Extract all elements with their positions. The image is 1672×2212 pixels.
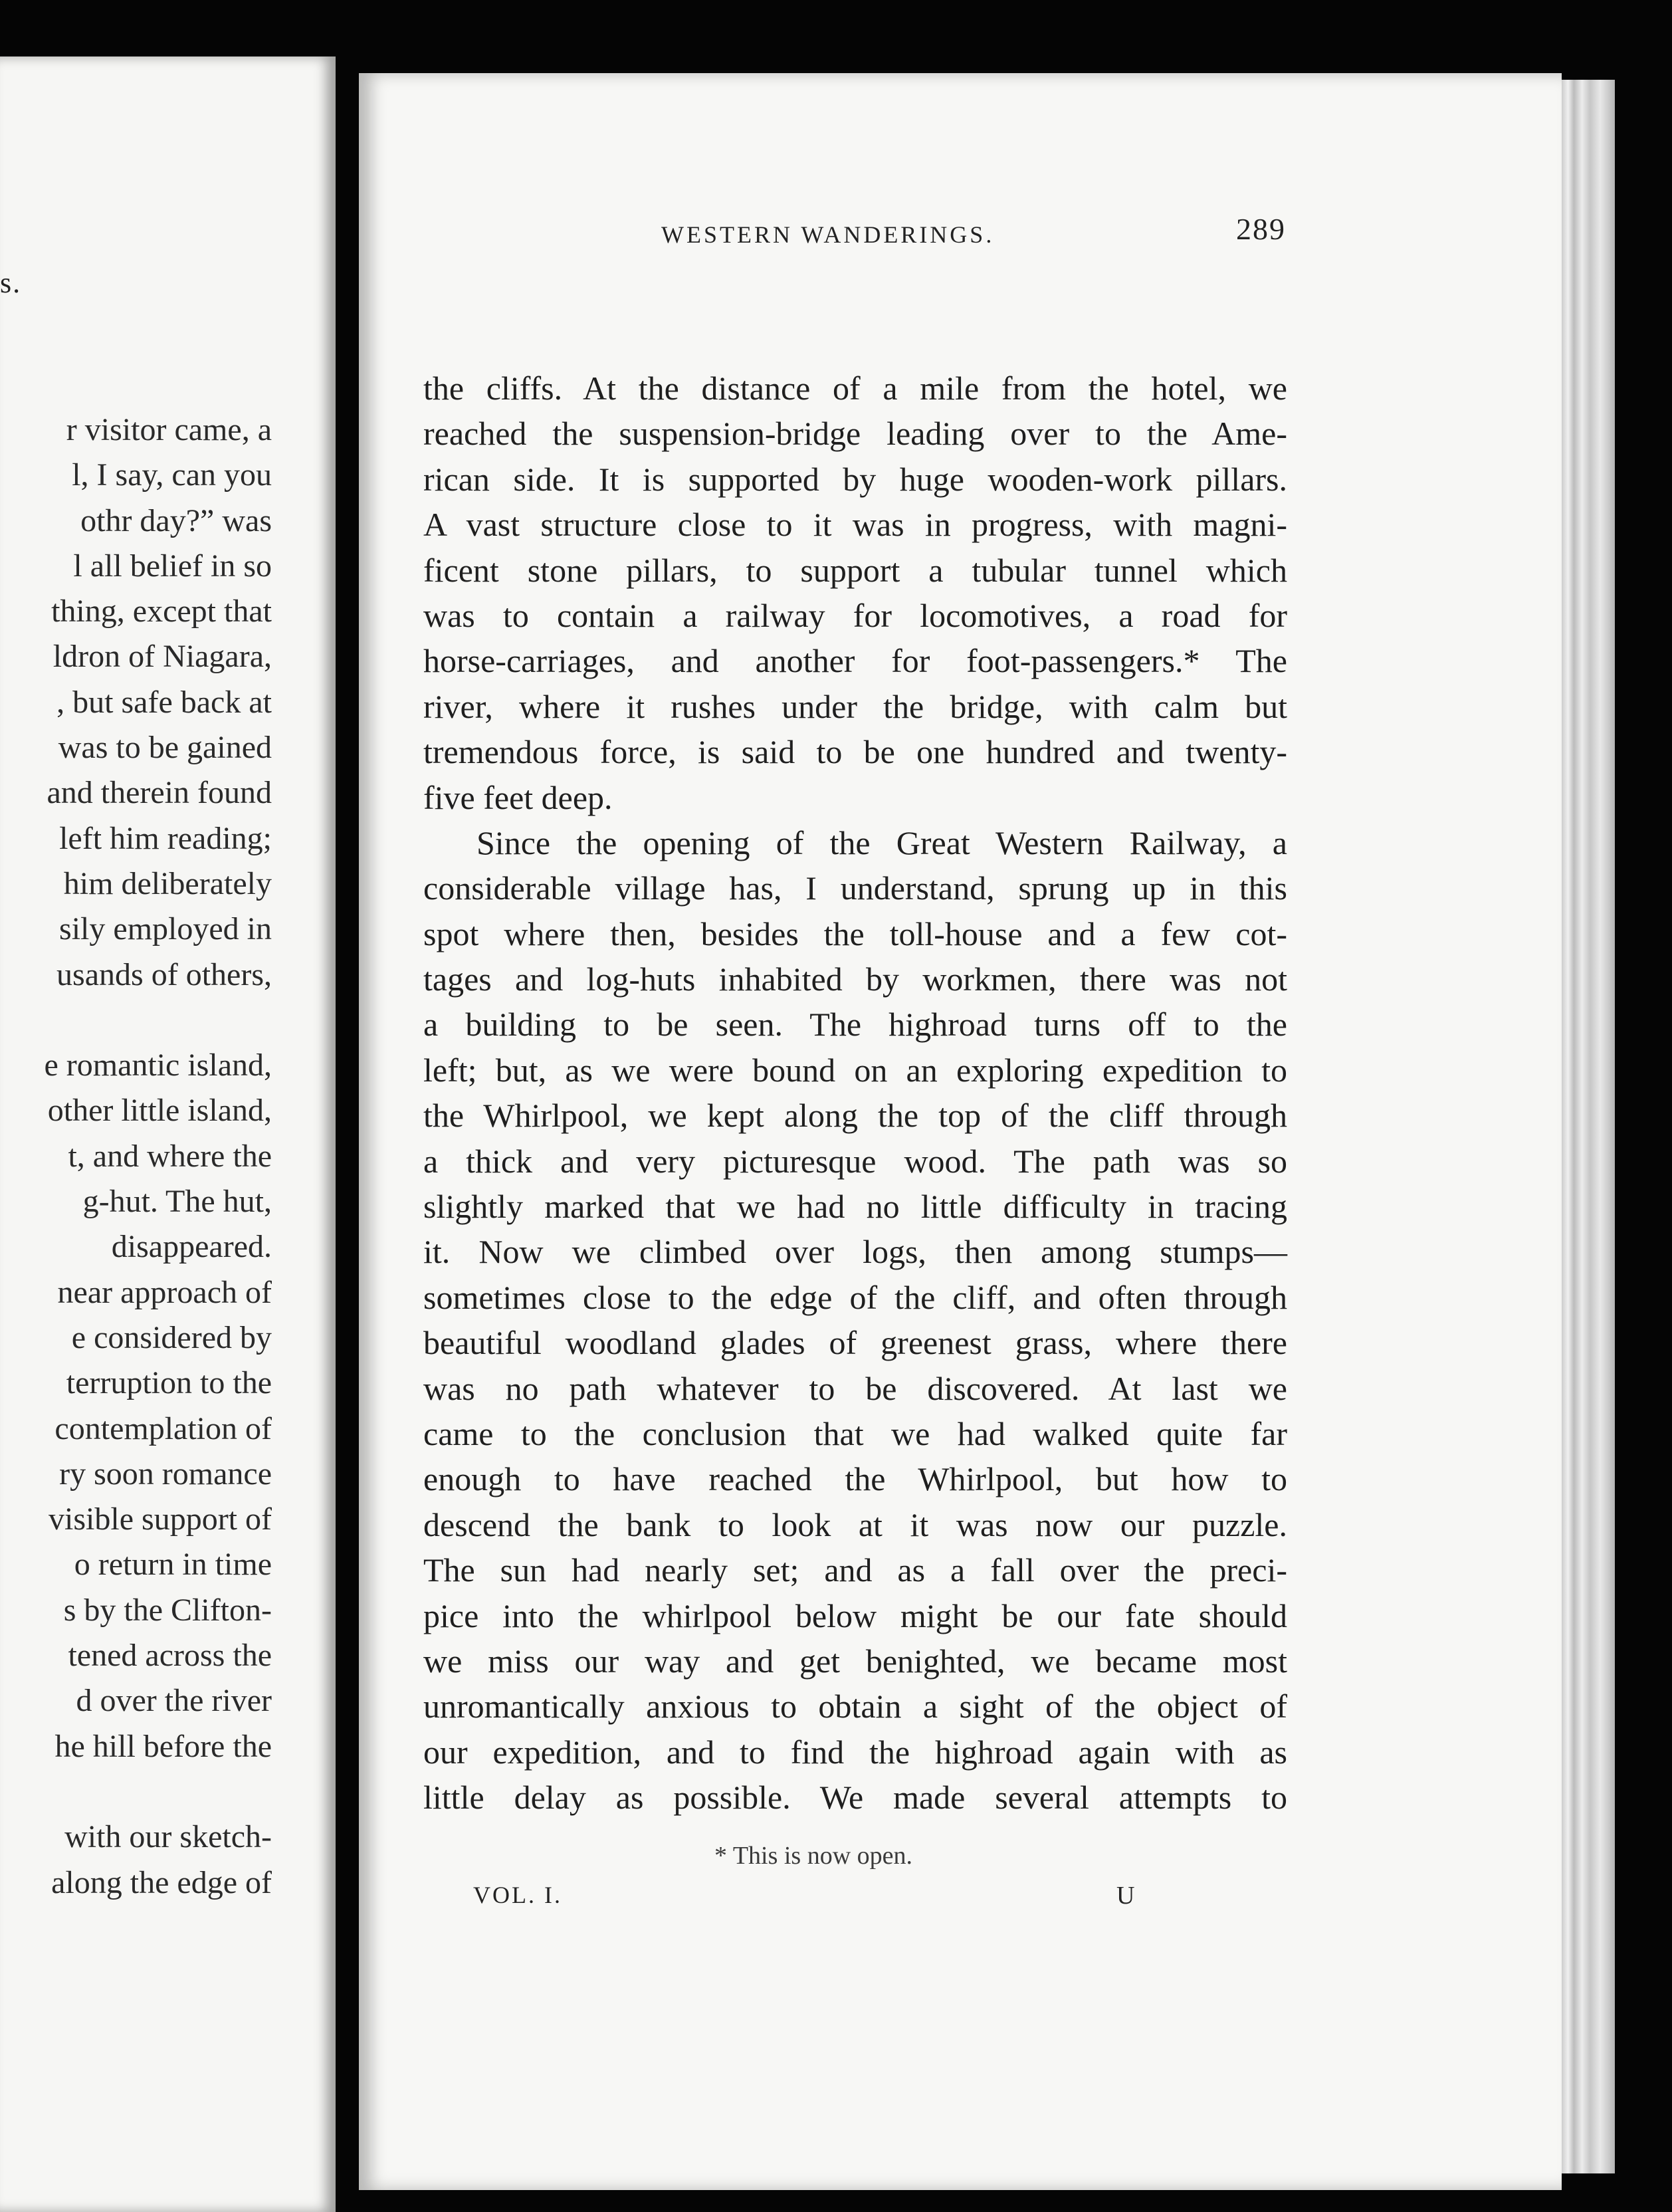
text-line: a thick and very picturesque wood. The path was so	[423, 1142, 1287, 1180]
left-page-header: s.	[0, 267, 22, 299]
signature-mark: U	[1116, 1882, 1135, 1910]
left-page-line: visible support of	[49, 1501, 272, 1537]
left-page-line: , but safe back at	[56, 684, 272, 720]
text-line: unromantically anxious to obtain a sight of the object of	[423, 1688, 1287, 1725]
text-line: the Whirlpool, we kept along the top of the cliff through	[423, 1097, 1287, 1135]
text-line: was to contain a railway for locomotives, a road for	[423, 596, 1287, 634]
text-line: The sun had nearly set; and as a fall over the preci-	[423, 1551, 1287, 1589]
left-page-line: usands of others,	[56, 956, 272, 992]
left-page-line: l all belief in so	[73, 548, 272, 584]
left-page-line: with our sketch-	[64, 1819, 272, 1855]
text-line: A vast structure close to it was in progress, with magni-	[423, 506, 1287, 544]
left-page-line: tened across the	[68, 1638, 272, 1674]
left-page-line: l, I say, can you	[72, 457, 272, 493]
text-line: sometimes close to the edge of the cliff, and often through	[423, 1278, 1287, 1316]
text-line: we miss our way and get benighted, we became most	[423, 1642, 1287, 1680]
text-line: little delay as possible. We made several attempts to	[423, 1779, 1287, 1817]
left-page-line: ldron of Niagara,	[52, 639, 272, 675]
text-line: left; but, as we were bound on an exploring expedition to	[423, 1051, 1287, 1089]
left-page-line: thing, except that	[51, 594, 272, 629]
text-line: it. Now we climbed over logs, then among stumps—	[423, 1233, 1287, 1271]
left-page-line: d over the river	[76, 1683, 272, 1719]
text-line: tages and log-huts inhabited by workmen, there was not	[423, 960, 1287, 998]
text-line: horse-carriages, and another for foot-passengers.* The	[423, 642, 1287, 680]
text-line: was no path whatever to be discovered. At last we	[423, 1369, 1287, 1407]
text-line: beautiful woodland glades of greenest grass, where there	[423, 1324, 1287, 1362]
text-line: descend the bank to look at it was now our puzzle.	[423, 1505, 1287, 1543]
left-page-line: disappeared.	[111, 1229, 272, 1265]
left-page-line: r visitor came, a	[66, 412, 272, 447]
left-page	[0, 56, 336, 2212]
running-title: WESTERN WANDERINGS.	[661, 221, 995, 248]
page-number: 289	[1236, 212, 1286, 246]
text-line: came to the conclusion that we had walked quite far	[423, 1414, 1287, 1452]
text-line: a building to be seen. The highroad turns off to the	[423, 1006, 1287, 1044]
text-line: enough to have reached the Whirlpool, but how to	[423, 1460, 1287, 1498]
left-page-line: t, and where the	[68, 1138, 272, 1174]
left-page-text	[44, 407, 272, 1906]
left-page-line: o return in time	[74, 1547, 272, 1583]
text-line: the cliffs. At the distance of a mile from the hotel, we	[423, 370, 1287, 407]
left-page-line: s by the Clifton-	[63, 1592, 272, 1628]
left-page-line: near approach of	[57, 1274, 272, 1310]
left-page-line: other little island,	[47, 1093, 272, 1129]
text-line: reached the suspension-bridge leading over to the Ame-	[423, 415, 1287, 453]
text-line: Since the opening of the Great Western Railway, a	[476, 824, 1287, 861]
text-line: slightly marked that we had no little difficulty in tracing	[423, 1188, 1287, 1226]
left-page-line: left him reading;	[59, 820, 272, 856]
text-line: river, where it rushes under the bridge, with calm but	[423, 687, 1287, 725]
text-line: pice into the whirlpool below might be our fate should	[423, 1597, 1287, 1634]
running-head	[302, 211, 1286, 251]
left-page-line: g-hut. The hut,	[82, 1184, 272, 1220]
left-page-line: e considered by	[71, 1319, 272, 1355]
left-page-line: othr day?” was	[80, 502, 272, 538]
left-page-line: terruption to the	[66, 1365, 272, 1401]
left-page-line: he hill before the	[54, 1728, 272, 1764]
left-page-line: ry soon romance	[59, 1456, 272, 1492]
left-page-line: was to be gained	[58, 730, 272, 766]
left-page-line	[44, 998, 272, 1043]
text-line: rican side. It is supported by huge wooden-work pillars.	[423, 460, 1287, 498]
volume-mark: VOL. I.	[473, 1882, 562, 1908]
left-page-line: sily employed in	[59, 911, 272, 947]
left-page-line: and therein found	[47, 775, 272, 811]
left-page-line: e romantic island,	[44, 1048, 272, 1083]
text-line: five feet deep.	[423, 778, 613, 816]
text-line: our expedition, and to find the highroad again with as	[423, 1733, 1287, 1771]
text-line: considerable village has, I understand, sprung up in this	[423, 869, 1287, 907]
text-line: tremendous force, is said to be one hundred and twenty-	[423, 733, 1287, 771]
left-page-line: him deliberately	[63, 865, 272, 901]
footnote: * This is now open.	[714, 1842, 913, 1870]
text-line: spot where then, besides the toll-house and a few cot-	[423, 915, 1287, 952]
body-text	[423, 366, 1287, 1821]
left-page-line: contemplation of	[54, 1410, 272, 1446]
text-line: ficent stone pillars, to support a tubular tunnel which	[423, 551, 1287, 589]
left-page-line	[44, 1769, 272, 1815]
left-page-line: along the edge of	[51, 1864, 272, 1900]
